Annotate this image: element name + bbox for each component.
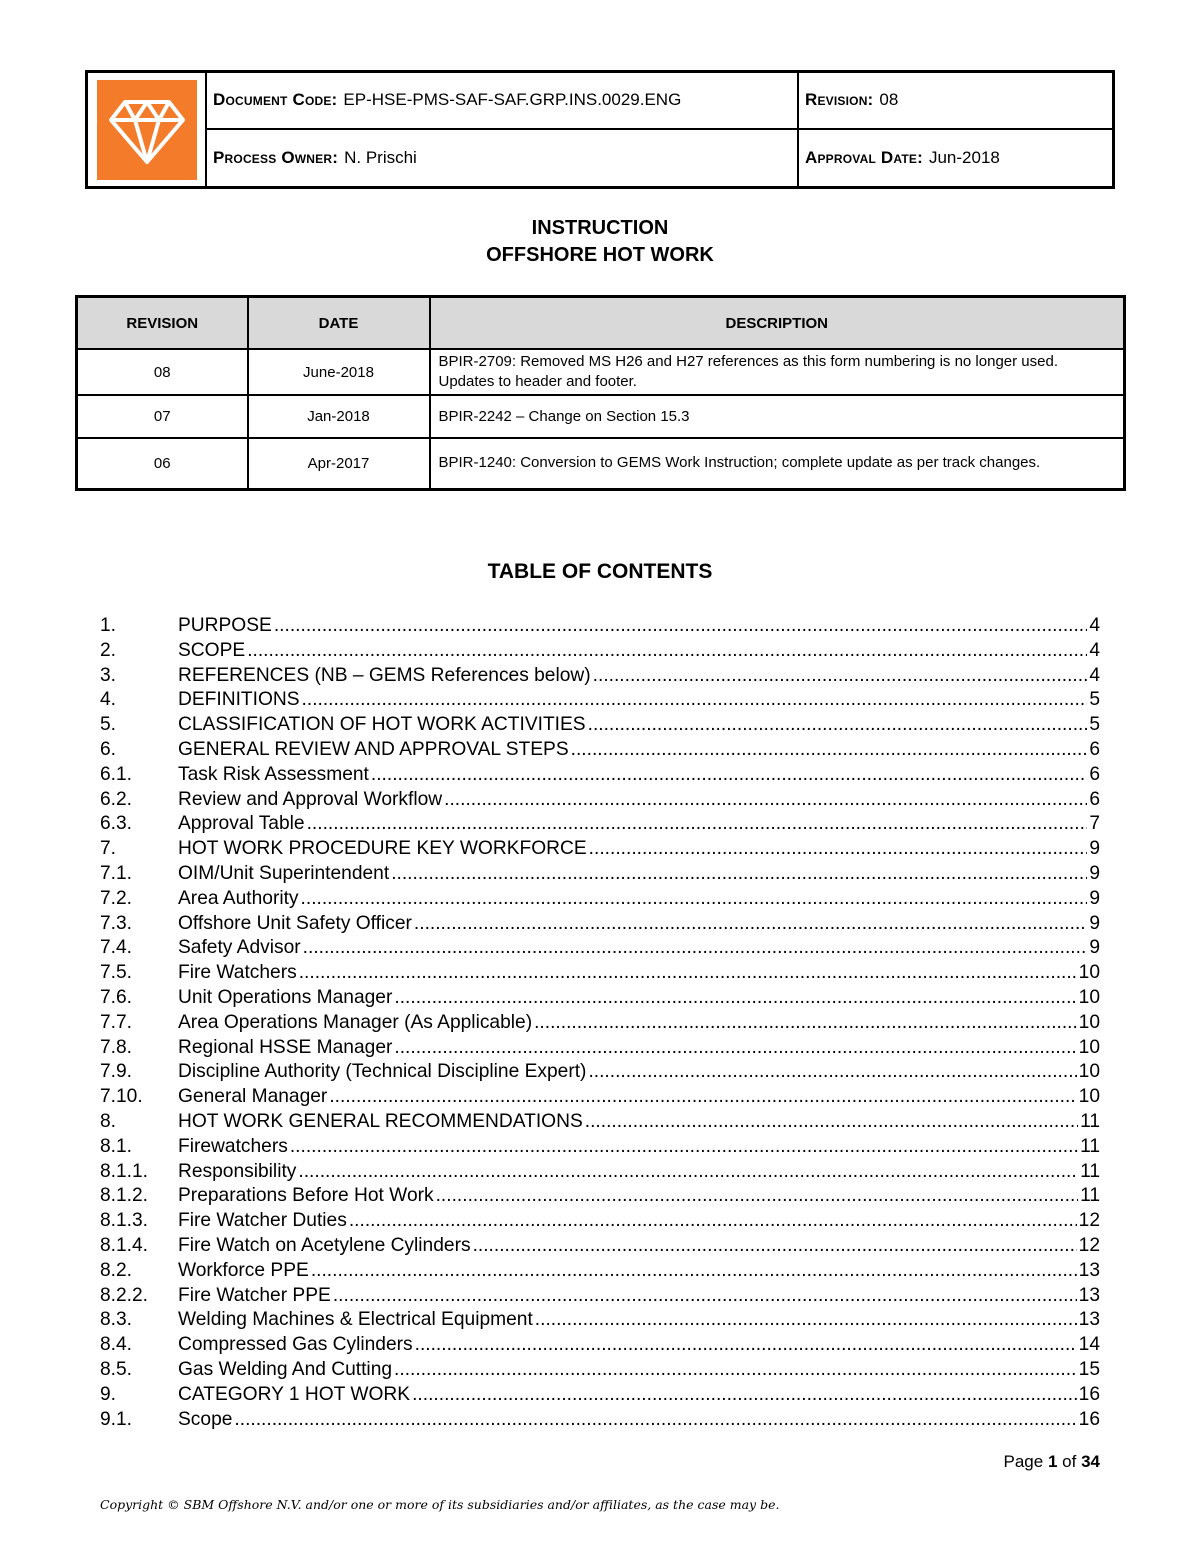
toc-leader-dots bbox=[415, 1333, 1077, 1358]
toc-entry-number: 7.4. bbox=[100, 937, 133, 959]
toc-leader-dots bbox=[307, 812, 1088, 837]
revision-history-table bbox=[75, 295, 1126, 491]
toc-entry-number: 8.1.1. bbox=[100, 1160, 149, 1182]
toc-entry-title: HOT WORK PROCEDURE KEY WORKFORCE bbox=[178, 838, 587, 860]
toc-entry-number: 7.2. bbox=[100, 887, 133, 909]
toc-entry[interactable] bbox=[100, 1234, 1100, 1259]
toc-entry-number: 8.1.4. bbox=[100, 1234, 149, 1256]
toc-entry[interactable] bbox=[100, 1308, 1100, 1333]
owner-cell bbox=[207, 130, 797, 187]
toc-entry-title: DEFINITIONS bbox=[178, 689, 300, 711]
page-indicator bbox=[1004, 1452, 1100, 1472]
toc-entry-number: 7.5. bbox=[100, 962, 133, 984]
toc-entry-title: Fire Watcher PPE bbox=[178, 1284, 331, 1306]
description-cell: BPIR-2242 – Change on Section 15.3 bbox=[430, 395, 1125, 438]
col-header-revision: REVISION bbox=[77, 297, 248, 350]
toc-entry[interactable] bbox=[100, 738, 1100, 763]
toc-entry-number: 7.1. bbox=[100, 862, 133, 884]
toc-entry-title: Area Authority bbox=[178, 887, 299, 909]
revision-cell: 07 bbox=[77, 395, 248, 438]
toc-entry[interactable] bbox=[100, 986, 1100, 1011]
toc-leader-dots bbox=[444, 788, 1087, 813]
toc-leader-dots bbox=[247, 639, 1087, 664]
toc-leader-dots bbox=[299, 961, 1077, 986]
toc-entry-title: Responsibility bbox=[178, 1160, 297, 1182]
toc-entry-title: Offshore Unit Safety Officer bbox=[178, 912, 412, 934]
toc-leader-dots bbox=[588, 1060, 1076, 1085]
toc-entry-number: 9. bbox=[100, 1383, 117, 1405]
date-cell: June-2018 bbox=[248, 349, 430, 395]
toc-entry-number: 7.3. bbox=[100, 912, 133, 934]
toc-entry-number: 9.1. bbox=[100, 1408, 133, 1430]
toc-entry[interactable] bbox=[100, 837, 1100, 862]
toc-entry-page: 11 bbox=[1080, 1110, 1100, 1132]
toc-entry-page: 4 bbox=[1089, 639, 1100, 661]
page-prefix: Page bbox=[1003, 1452, 1044, 1471]
toc-entry-title: Fire Watchers bbox=[178, 962, 297, 984]
toc-entry[interactable] bbox=[100, 912, 1100, 937]
approval-label: Approval Date: bbox=[805, 147, 923, 167]
table-of-contents bbox=[100, 614, 1100, 1432]
description-cell: BPIR-2709: Removed MS H26 and H27 references as this form numbering is no longer used. Updates to header and footer. bbox=[430, 349, 1125, 395]
toc-entry-title: Scope bbox=[178, 1408, 233, 1430]
toc-entry-number: 8.1. bbox=[100, 1135, 133, 1157]
toc-leader-dots bbox=[473, 1234, 1077, 1259]
col-header-date: DATE bbox=[248, 297, 430, 350]
revision-value: 08 bbox=[879, 90, 899, 110]
toc-entry-title: Review and Approval Workflow bbox=[178, 788, 443, 810]
toc-leader-dots bbox=[301, 887, 1088, 912]
toc-entry-number: 6.2. bbox=[100, 788, 133, 810]
table-row bbox=[77, 395, 1125, 438]
toc-entry-page: 6 bbox=[1089, 788, 1100, 810]
toc-entry[interactable] bbox=[100, 961, 1100, 986]
toc-entry-number: 3. bbox=[100, 664, 117, 686]
owner-value: N. Prischi bbox=[344, 147, 417, 167]
toc-entry-title: GENERAL REVIEW AND APPROVAL STEPS bbox=[178, 738, 569, 760]
toc-entry-page: 12 bbox=[1078, 1210, 1100, 1232]
toc-entry-page: 10 bbox=[1078, 1011, 1100, 1033]
page-current: 1 bbox=[1047, 1452, 1058, 1471]
toc-entry-title: Firewatchers bbox=[178, 1135, 288, 1157]
toc-leader-dots bbox=[329, 1085, 1076, 1110]
toc-entry[interactable] bbox=[100, 713, 1100, 738]
toc-entry-number: 7. bbox=[100, 838, 117, 860]
toc-leader-dots bbox=[593, 664, 1088, 689]
toc-entry-title: SCOPE bbox=[178, 639, 246, 661]
toc-entry-number: 7.9. bbox=[100, 1061, 133, 1083]
doc-code-value: EP-HSE-PMS-SAF-SAF.GRP.INS.0029.ENG bbox=[343, 90, 682, 110]
toc-leader-dots bbox=[414, 912, 1087, 937]
toc-entry-title: Workforce PPE bbox=[178, 1259, 309, 1281]
doc-code-label: Document Code: bbox=[213, 90, 338, 110]
toc-entry[interactable] bbox=[100, 1110, 1100, 1135]
toc-entry-title: Unit Operations Manager bbox=[178, 986, 393, 1008]
toc-leader-dots bbox=[298, 1160, 1078, 1185]
toc-entry-number: 2. bbox=[100, 639, 117, 661]
toc-leader-dots bbox=[303, 936, 1088, 961]
toc-entry-page: 11 bbox=[1080, 1160, 1100, 1182]
toc-entry-page: 6 bbox=[1089, 738, 1100, 760]
toc-entry-page: 4 bbox=[1089, 664, 1100, 686]
toc-entry-number: 5. bbox=[100, 714, 117, 736]
toc-entry-title: General Manager bbox=[178, 1086, 328, 1108]
page-of: of bbox=[1062, 1452, 1077, 1471]
doc-main-title: OFFSHORE HOT WORK bbox=[486, 244, 714, 266]
toc-entry-page: 10 bbox=[1078, 986, 1100, 1008]
col-header-description: DESCRIPTION bbox=[430, 297, 1125, 350]
toc-entry[interactable] bbox=[100, 936, 1100, 961]
toc-entry[interactable] bbox=[100, 812, 1100, 837]
toc-entry[interactable] bbox=[100, 1358, 1100, 1383]
toc-entry[interactable] bbox=[100, 1085, 1100, 1110]
toc-entry-number: 8.1.2. bbox=[100, 1185, 149, 1207]
toc-title: TABLE OF CONTENTS bbox=[487, 560, 713, 583]
toc-entry[interactable] bbox=[100, 688, 1100, 713]
description-cell: BPIR-1240: Conversion to GEMS Work Instruction; complete update as per track changes. bbox=[430, 438, 1125, 489]
toc-entry[interactable] bbox=[100, 614, 1100, 639]
toc-entry[interactable] bbox=[100, 763, 1100, 788]
toc-entry[interactable] bbox=[100, 1333, 1100, 1358]
toc-entry[interactable] bbox=[100, 1011, 1100, 1036]
toc-entry[interactable] bbox=[100, 862, 1100, 887]
toc-leader-dots bbox=[571, 738, 1088, 763]
toc-entry-number: 8. bbox=[100, 1110, 117, 1132]
toc-entry[interactable] bbox=[100, 639, 1100, 664]
toc-leader-dots bbox=[371, 763, 1087, 788]
toc-leader-dots bbox=[290, 1135, 1078, 1160]
toc-leader-dots bbox=[274, 614, 1087, 639]
toc-entry-page: 16 bbox=[1078, 1408, 1100, 1430]
toc-leader-dots bbox=[391, 862, 1087, 887]
toc-entry[interactable] bbox=[100, 887, 1100, 912]
revision-cell: 06 bbox=[77, 438, 248, 489]
toc-entry-page: 5 bbox=[1089, 689, 1100, 711]
toc-leader-dots bbox=[349, 1209, 1077, 1234]
toc-entry-page: 10 bbox=[1078, 1086, 1100, 1108]
toc-entry-title: REFERENCES (NB – GEMS References below) bbox=[178, 664, 591, 686]
toc-entry-page: 9 bbox=[1089, 937, 1100, 959]
toc-entry-title: Area Operations Manager (As Applicable) bbox=[178, 1011, 533, 1033]
toc-entry[interactable] bbox=[100, 1209, 1100, 1234]
toc-entry-title: Approval Table bbox=[178, 813, 305, 835]
toc-entry-page: 11 bbox=[1080, 1185, 1100, 1207]
doc-code-cell bbox=[207, 73, 797, 130]
toc-entry-number: 8.2.2. bbox=[100, 1284, 149, 1306]
toc-entry-page: 10 bbox=[1078, 1036, 1100, 1058]
toc-entry-number: 4. bbox=[100, 689, 117, 711]
toc-entry-page: 11 bbox=[1080, 1135, 1100, 1157]
toc-entry-page: 13 bbox=[1078, 1284, 1100, 1306]
toc-entry-title: OIM/Unit Superintendent bbox=[178, 862, 390, 884]
toc-entry-number: 6.1. bbox=[100, 763, 133, 785]
toc-leader-dots bbox=[234, 1408, 1076, 1433]
toc-entry-number: 6.3. bbox=[100, 813, 133, 835]
toc-entry[interactable] bbox=[100, 1036, 1100, 1061]
toc-entry-title: CATEGORY 1 HOT WORK bbox=[178, 1383, 411, 1405]
toc-entry-page: 4 bbox=[1089, 615, 1100, 636]
toc-entry-number: 7.10. bbox=[100, 1086, 143, 1108]
approval-cell bbox=[797, 130, 1112, 187]
toc-entry-title: Safety Advisor bbox=[178, 937, 301, 959]
toc-leader-dots bbox=[394, 1036, 1076, 1061]
toc-leader-dots bbox=[534, 1011, 1077, 1036]
toc-entry-number: 6. bbox=[100, 738, 117, 760]
table-row bbox=[77, 438, 1125, 489]
toc-leader-dots bbox=[311, 1259, 1077, 1284]
revision-label: Revision: bbox=[805, 90, 874, 110]
toc-leader-dots bbox=[412, 1383, 1077, 1408]
document-header bbox=[85, 70, 1115, 189]
toc-entry[interactable] bbox=[100, 1383, 1100, 1408]
toc-entry-page: 9 bbox=[1089, 887, 1100, 909]
toc-entry-title: Regional HSSE Manager bbox=[178, 1036, 393, 1058]
toc-entry-page: 7 bbox=[1089, 813, 1100, 835]
toc-entry-number: 7.8. bbox=[100, 1036, 133, 1058]
toc-entry-page: 9 bbox=[1089, 912, 1100, 934]
toc-entry-title: Gas Welding And Cutting bbox=[178, 1358, 393, 1380]
toc-entry-number: 7.7. bbox=[100, 1011, 133, 1033]
toc-entry[interactable] bbox=[100, 1160, 1100, 1185]
date-cell: Apr-2017 bbox=[248, 438, 430, 489]
toc-entry-page: 14 bbox=[1078, 1334, 1100, 1356]
toc-entry-page: 13 bbox=[1078, 1259, 1100, 1281]
toc-entry-page: 6 bbox=[1089, 763, 1100, 785]
revision-cell: 08 bbox=[77, 349, 248, 395]
owner-label: Process Owner: bbox=[213, 147, 339, 167]
toc-entry-page: 10 bbox=[1078, 962, 1100, 984]
toc-entry-title: Fire Watcher Duties bbox=[178, 1210, 347, 1232]
toc-entry[interactable] bbox=[100, 1184, 1100, 1209]
toc-entry-title: Fire Watch on Acetylene Cylinders bbox=[178, 1234, 471, 1256]
toc-leader-dots bbox=[302, 688, 1088, 713]
toc-entry-title: PURPOSE bbox=[178, 615, 272, 636]
toc-entry-number: 8.2. bbox=[100, 1259, 133, 1281]
toc-entry-page: 5 bbox=[1089, 714, 1100, 736]
toc-entry-number: 8.4. bbox=[100, 1334, 133, 1356]
toc-entry-title: CLASSIFICATION OF HOT WORK ACTIVITIES bbox=[178, 714, 586, 736]
toc-entry-title: Welding Machines & Electrical Equipment bbox=[178, 1309, 533, 1331]
table-row bbox=[77, 349, 1125, 395]
toc-leader-dots bbox=[588, 713, 1088, 738]
toc-entry[interactable] bbox=[100, 1284, 1100, 1309]
toc-leader-dots bbox=[394, 986, 1076, 1011]
toc-entry-number: 7.6. bbox=[100, 986, 133, 1008]
diamond-logo-icon bbox=[97, 80, 197, 180]
toc-entry-page: 16 bbox=[1078, 1383, 1100, 1405]
toc-entry-number: 1. bbox=[100, 615, 117, 636]
page-total: 34 bbox=[1081, 1452, 1100, 1471]
toc-leader-dots bbox=[333, 1284, 1077, 1309]
toc-entry-title: HOT WORK GENERAL RECOMMENDATIONS bbox=[178, 1110, 583, 1132]
logo-cell bbox=[88, 73, 207, 186]
toc-entry[interactable] bbox=[100, 1060, 1100, 1085]
toc-entry-page: 13 bbox=[1078, 1309, 1100, 1331]
toc-entry-number: 8.5. bbox=[100, 1358, 133, 1380]
toc-entry[interactable] bbox=[100, 664, 1100, 689]
toc-leader-dots bbox=[436, 1184, 1078, 1209]
table-header-row bbox=[77, 297, 1125, 350]
revision-cell bbox=[797, 73, 1112, 130]
toc-entry-page: 15 bbox=[1078, 1358, 1100, 1380]
copyright-notice: Copyright © SBM Offshore N.V. and/or one or more of its subsidiaries and/or affiliates, as the case may be. bbox=[100, 1497, 780, 1512]
toc-leader-dots bbox=[535, 1308, 1077, 1333]
toc-entry[interactable] bbox=[100, 1259, 1100, 1284]
toc-entry-page: 9 bbox=[1089, 838, 1100, 860]
toc-entry-number: 8.1.3. bbox=[100, 1210, 149, 1232]
toc-entry-page: 9 bbox=[1089, 862, 1100, 884]
toc-entry-number: 8.3. bbox=[100, 1309, 133, 1331]
toc-entry-title: Task Risk Assessment bbox=[178, 763, 369, 785]
toc-entry[interactable] bbox=[100, 788, 1100, 813]
toc-entry-page: 10 bbox=[1078, 1061, 1100, 1083]
doc-type-title: INSTRUCTION bbox=[531, 217, 669, 239]
toc-entry[interactable] bbox=[100, 1408, 1100, 1433]
approval-value: Jun-2018 bbox=[928, 147, 1000, 167]
toc-entry-title: Preparations Before Hot Work bbox=[178, 1185, 434, 1207]
toc-entry-page: 12 bbox=[1078, 1234, 1100, 1256]
toc-entry-title: Compressed Gas Cylinders bbox=[178, 1334, 413, 1356]
toc-entry-title: Discipline Authority (Technical Discipline Expert) bbox=[178, 1061, 587, 1083]
toc-leader-dots bbox=[585, 1110, 1078, 1135]
date-cell: Jan-2018 bbox=[248, 395, 430, 438]
toc-leader-dots bbox=[589, 837, 1088, 862]
toc-leader-dots bbox=[394, 1358, 1077, 1383]
toc-entry[interactable] bbox=[100, 1135, 1100, 1160]
